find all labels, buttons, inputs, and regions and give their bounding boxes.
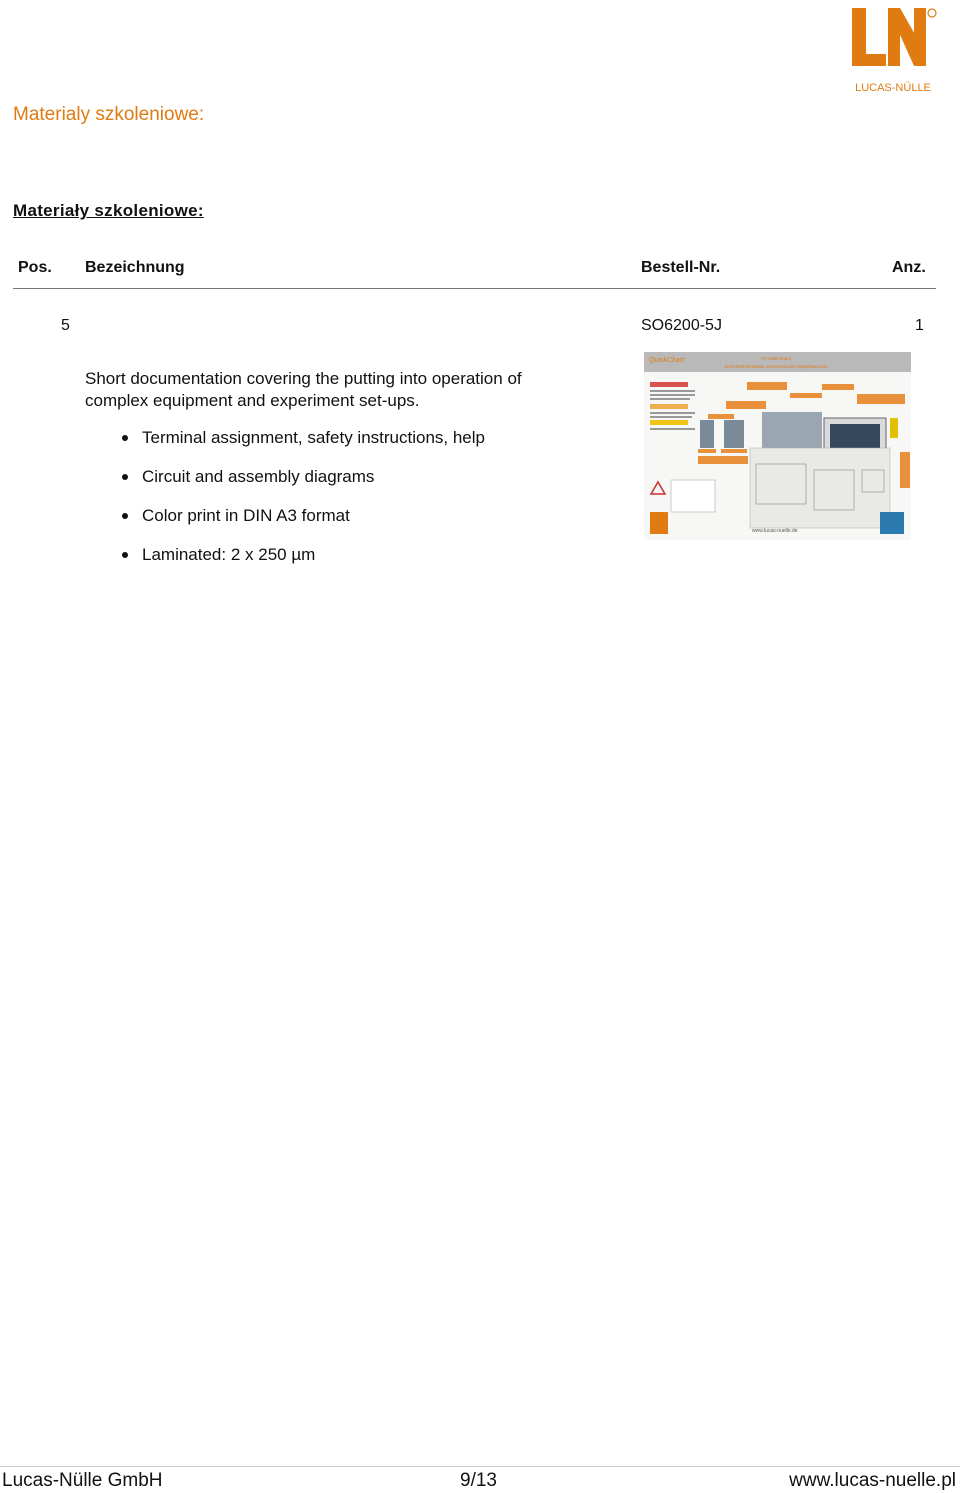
column-header-bestell-nr: Bestell-Nr.: [641, 259, 721, 276]
row-anz: 1: [915, 317, 924, 334]
row-bestell-nr: SO6200-5J: [641, 317, 722, 334]
row-pos: 5: [61, 317, 70, 334]
column-header-pos: Pos.: [18, 259, 52, 276]
footer-website[interactable]: www.lucas-nuelle.pl: [789, 1470, 956, 1491]
section-title: Materiały szkoleniowe:: [13, 201, 204, 220]
feature-item: Color print in DIN A3 format: [120, 506, 485, 545]
lucas-nuelle-logo: [848, 6, 938, 96]
feature-item: Circuit and assembly diagrams: [120, 467, 485, 506]
feature-list: [120, 428, 485, 584]
footer-page-number: 9/13: [460, 1470, 497, 1491]
product-thumbnail: [644, 352, 911, 540]
svg-text:www.lucas-nuelle.de: www.lucas-nuelle.de: [752, 528, 798, 534]
product-description: Short documentation covering the putting into operation of complex equipment and experiment set-ups.: [85, 369, 522, 410]
footer-divider: [0, 1466, 960, 1467]
svg-text:QuickChart: QuickChart: [649, 357, 685, 364]
footer-company: Lucas-Nülle GmbH: [2, 1470, 163, 1491]
header-title: Materialy szkoleniowe:: [13, 104, 205, 125]
column-header-anz: Anz.: [892, 259, 926, 276]
svg-text:LUCAS-NÜLLE: LUCAS-NÜLLE: [855, 82, 931, 94]
svg-text:Sicherheitshinweise und techni: Sicherheitshinweise und technische Spezifikationen: [724, 364, 828, 369]
header-divider: [13, 288, 936, 289]
feature-item: Terminal assignment, safety instructions, help: [120, 428, 485, 467]
feature-item: Laminated: 2 x 250 µm: [120, 545, 485, 584]
svg-text:S7-1200 Board: S7-1200 Board: [760, 356, 792, 361]
column-header-bezeichnung: Bezeichnung: [85, 259, 185, 276]
